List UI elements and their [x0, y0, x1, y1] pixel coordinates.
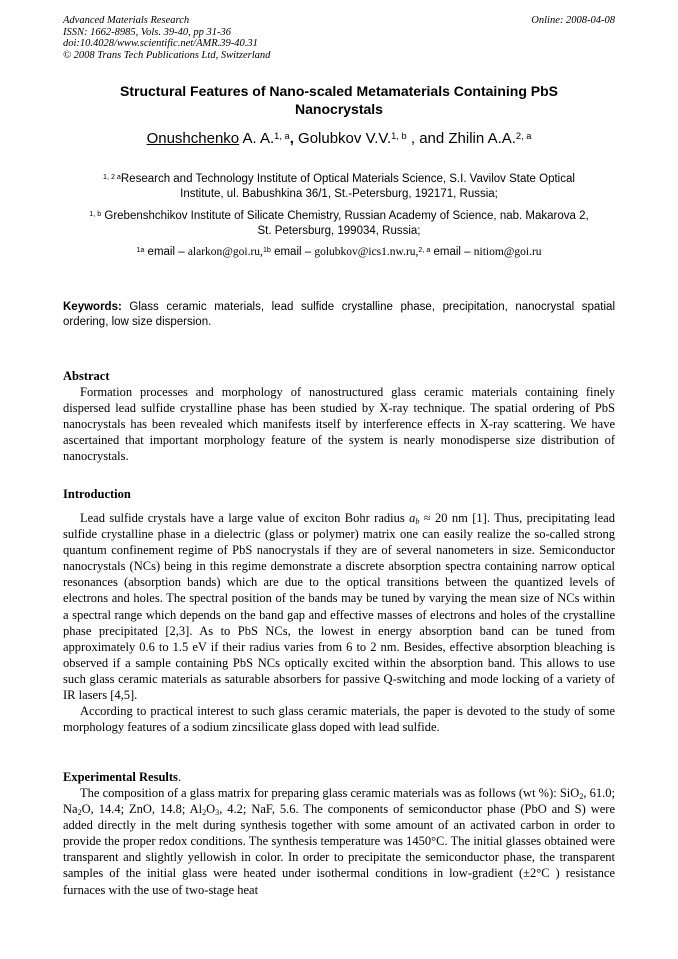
- journal-name: Advanced Materials Research: [63, 15, 190, 26]
- doi-line: doi:10.4028/www.scientific.net/AMR.39-40.31: [63, 38, 258, 50]
- affiliation-1-line-2: Institute, ul. Babushkina 36/1, St.-Petersburg, 192171, Russia;: [180, 188, 498, 200]
- author-2-name: Golubkov V.V.: [298, 130, 392, 147]
- exp-sub-3: 2: [202, 808, 207, 818]
- email-2-mark: 1b: [262, 245, 271, 254]
- email-line: [63, 245, 615, 260]
- author-3-affiliation-mark: 2, a: [515, 130, 532, 141]
- affiliation-1-mark: 1, 2 a: [103, 172, 121, 181]
- author-list: [63, 130, 615, 148]
- email-3-address: nitiom@goi.ru: [473, 246, 542, 258]
- exp-text-4: O: [206, 802, 216, 817]
- email-1-mark: 1a: [136, 245, 145, 254]
- title-line-2: Nanocrystals: [295, 101, 383, 117]
- experimental-body: [63, 785, 615, 898]
- email-3-label: email –: [430, 246, 474, 258]
- author-separator-and: , and: [406, 130, 449, 147]
- affiliation-2: [63, 209, 615, 239]
- email-2-address: golubkov@ics1.nw.ru,: [314, 246, 419, 258]
- author-1-affiliation-mark: 1, a: [274, 130, 290, 141]
- exp-sub-1: 2: [579, 792, 584, 802]
- exp-sub-2: 2: [77, 808, 82, 818]
- introduction-paragraph-1: [63, 510, 615, 703]
- exp-text-5: , 4.2; NaF, 5.6. The components of semiconductor phase (PbO and S) were added directly in the melt during synthesis together with some amount of an activated carbon in order to provide the proper redox conditions. The synthesis temperature was 1450°C. The initial glasses obtained were transparent and slightly yellowish in color. In order to precipitate the semiconductor phase, the transparent samples of the initial glass were heated under isothermal conditions in low-gradient (±2°C ) resistance furnaces with the use of two-stage heat: [63, 802, 615, 897]
- author-separator: ,: [289, 130, 299, 147]
- experimental-heading-dot: .: [177, 770, 182, 784]
- author-1-surname: Onushchenko: [146, 130, 240, 147]
- experimental-heading-text: Experimental Results: [63, 770, 178, 784]
- exp-text-1: The composition of a glass matrix for preparing glass ceramic materials was as follows (wt %): SiO: [80, 786, 580, 800]
- keywords-label: Keywords:: [63, 301, 122, 313]
- journal-header: [63, 15, 615, 61]
- exp-text-3: O, 14.4; ZnO, 14.8; Al: [81, 802, 203, 817]
- affiliation-2-line-2: St. Petersburg, 199034, Russia;: [257, 225, 421, 237]
- abstract-heading: Abstract: [63, 369, 110, 383]
- abstract-body: [63, 384, 615, 464]
- issn-line: ISSN: 1662-8985, Vols. 39-40, pp 31-36: [63, 26, 231, 38]
- bohr-radius-subscript: b: [415, 517, 420, 527]
- exp-sub-4: 3: [215, 808, 220, 818]
- keywords-text: Glass ceramic materials, lead sulfide crystalline phase, precipitation, nanocrystal spatial ordering, low size dispersion.: [63, 301, 615, 328]
- paper-title: [63, 82, 615, 118]
- affiliation-2-mark: 1, b: [89, 209, 102, 218]
- copyright-line: © 2008 Trans Tech Publications Ltd, Switzerland: [63, 49, 271, 61]
- bohr-radius-symbol: a: [409, 511, 416, 525]
- affiliation-2-line-1: Grebenshchikov Institute of Silicate Chemistry, Russian Academy of Science, nab. Makarova 2,: [101, 210, 589, 222]
- keywords-block: [63, 300, 615, 330]
- introduction-heading: Introduction: [63, 487, 131, 501]
- author-2-affiliation-mark: 1, b: [391, 130, 407, 141]
- experimental-heading: [63, 769, 181, 785]
- email-3-mark: 2, a: [418, 245, 431, 254]
- email-1-label: email –: [144, 246, 188, 258]
- introduction-paragraph-2: According to practical interest to such glass ceramic materials, the paper is devoted to the study of some morphology features of a sodium zincsilicate glass doped with lead sulfide.: [63, 704, 615, 735]
- email-2-label: email –: [270, 246, 315, 258]
- exp-text-2: , 61.0; Na: [63, 786, 615, 817]
- intro-p1-text-b: ≈ 20 nm [1]. Thus, precipitating lead sulfide crystalline phase in a dielectric (glass or polymer) matrix one can easily realize the so-called strong quantum confinement regime of PbS nanocrystals if they are of several nanometers in size. Semiconductor nanocrystals (NCs) being in this regime demonstrate a discrete absorption spectra containing narrow optical resonances (absorption bands) which are due to the optical transitions between the quantized levels of electrons and holes. The spectral position of the bands may be tuned by varying the mean size of NCs within a spectral range which depends on the band gap and effective masses of electrons and holes of the crystalline phase precipitated [2,3]. As to PbS NCs, the lowest in energy absorption band can be tuned from approximately 0.6 to 1.5 eV if their radius varies from 6 to 2 nm. Besides, effective absorption bleaching is observed if a sample containing PbS NCs optically excited within the absorption band. This allows to use such glass ceramic materials as saturable absorbers for passive Q-switching and mode locking of a variety of IR lasers [4,5].: [63, 511, 615, 703]
- online-date: Online: 2008-04-08: [531, 15, 615, 26]
- introduction-body: [63, 510, 615, 735]
- title-line-1: Structural Features of Nano-scaled Metamaterials Containing PbS: [120, 83, 558, 99]
- affiliation-1: [63, 172, 615, 202]
- affiliation-1-line-1: Research and Technology Institute of Optical Materials Science, S.I. Vavilov State Optical: [120, 173, 575, 185]
- email-1-address: alarkon@goi.ru,: [187, 246, 263, 258]
- experimental-paragraph-1: [63, 785, 615, 898]
- intro-p1-text-a: Lead sulfide crystals have a large value of exciton Bohr radius: [80, 511, 410, 525]
- abstract-paragraph: Formation processes and morphology of nanostructured glass ceramic materials containing finely dispersed lead sulfide crystalline phase has been studied by X-ray technique. The spatial ordering of PbS nanocrystals has been revealed which manifests itself by interference effects in X-ray scattering. We have ascertained that important morphology feature of the system is nearly monodisperse size distribution of nanocrystals.: [63, 385, 615, 464]
- author-1-initials: A. A.: [239, 130, 275, 147]
- author-3-name: Zhilin A.A.: [448, 130, 516, 147]
